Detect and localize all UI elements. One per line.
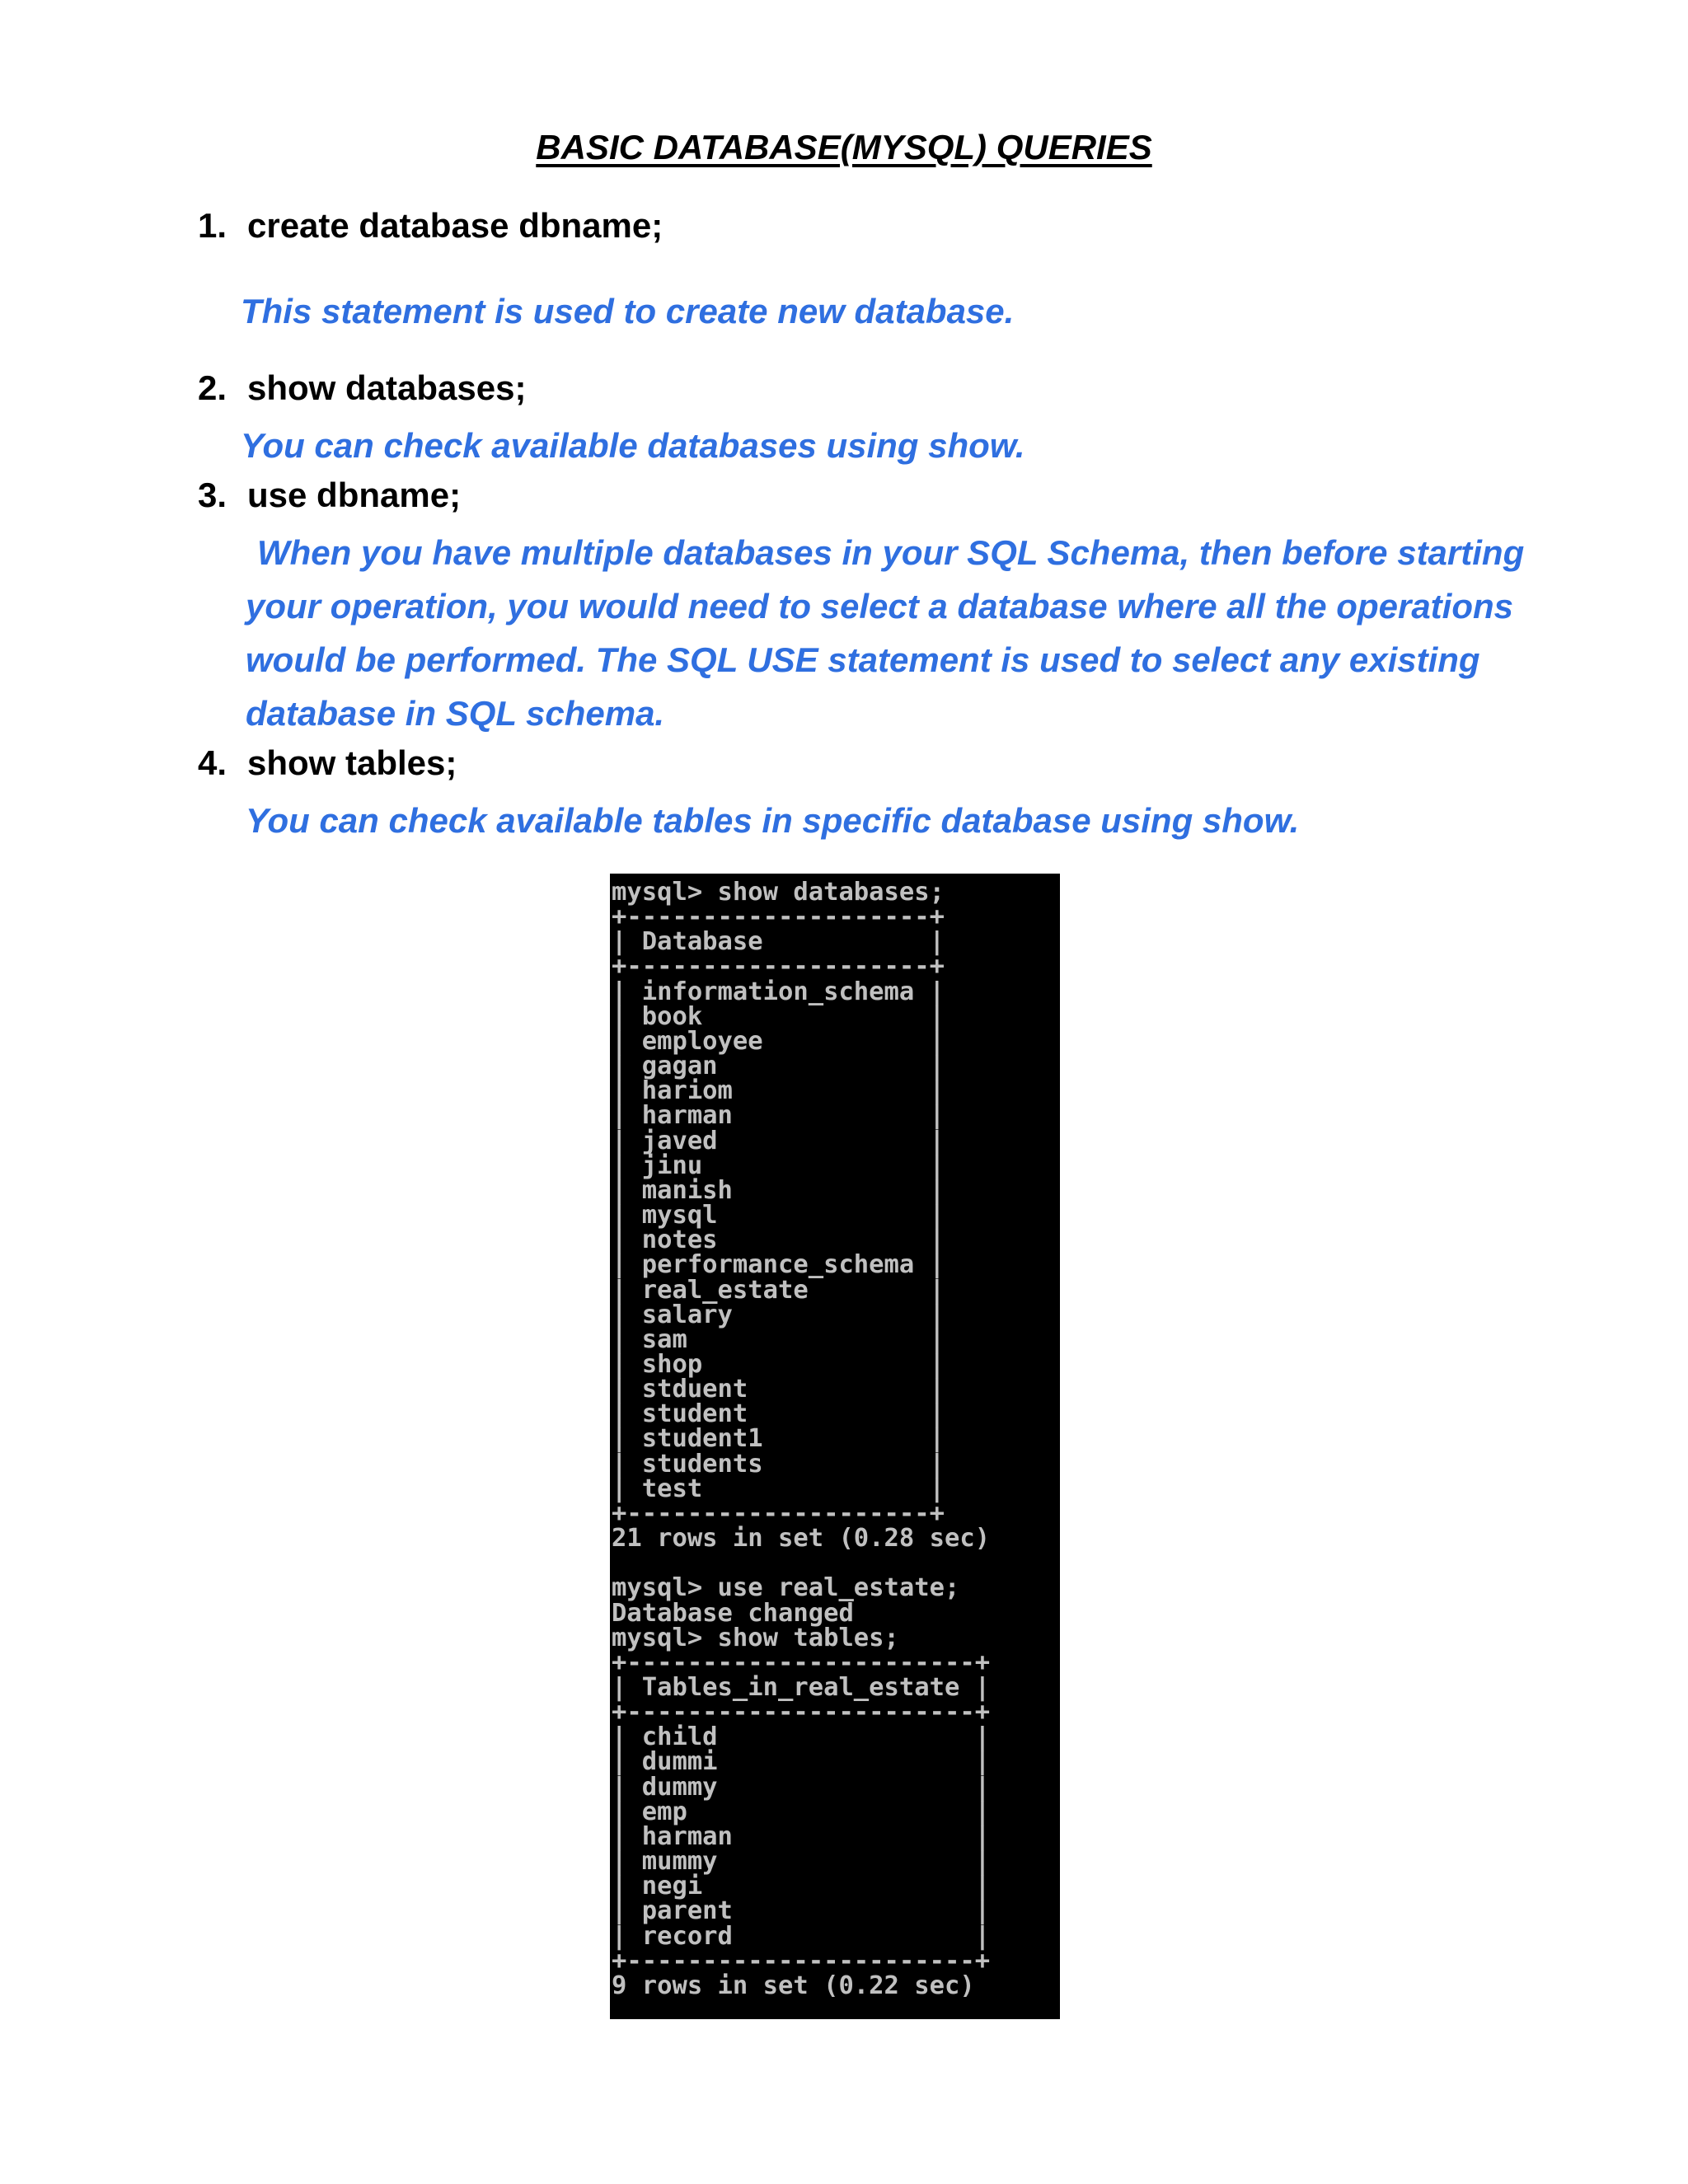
query-item-2 <box>198 368 526 408</box>
query-item-1 <box>198 206 663 246</box>
item-number-4: 4. <box>198 743 227 782</box>
item-command-1: create database dbname; <box>247 206 663 245</box>
terminal-output: mysql> show databases; +--------------------+ | Database | +--------------------+ | information_schema | | book | | employee | | gagan | | hariom | | harman | | javed | | jinu | | manish | | mysql | | notes | | performance_schema | | real_estate | | salary | | sam | | shop | | stduent | | student | | student1 | | students | | test | +--------------------+ 21 rows in set (0.28 sec) mysql> use real_estate; Database changed mysql> show tables; +-----------------------+ | Tables_in_real_estate | +-----------------------+ | child | | dummi | | dummy | | emp | | harman | | mummy | | negi | | parent | | record | +-----------------------+ 9 rows in set (0.22 sec) <box>612 878 991 2000</box>
item-description-2: You can check available databases using show. <box>241 426 1025 465</box>
item-description-4: You can check available tables in specific database using show. <box>246 801 1300 840</box>
item-description-1: This statement is used to create new database. <box>241 292 1015 330</box>
item-command-4: show tables; <box>247 743 457 782</box>
query-item-3 <box>198 476 461 515</box>
mysql-terminal-screenshot <box>610 874 1060 2019</box>
item-command-2: show databases; <box>247 368 527 407</box>
item-number-1: 1. <box>198 206 227 245</box>
page-title: BASIC DATABASE(MYSQL) QUERIES <box>536 128 1152 166</box>
item-number-3: 3. <box>198 476 227 514</box>
item-description-3: When you have multiple databases in your SQL Schema, then before starting your operation, you would need to select a database where all the operations would be performed. The SQL USE statement is used to select any existing database in SQL schema. <box>246 533 1525 733</box>
query-item-4 <box>198 743 457 783</box>
item-command-3: use dbname; <box>247 476 462 514</box>
item-number-2: 2. <box>198 368 227 407</box>
